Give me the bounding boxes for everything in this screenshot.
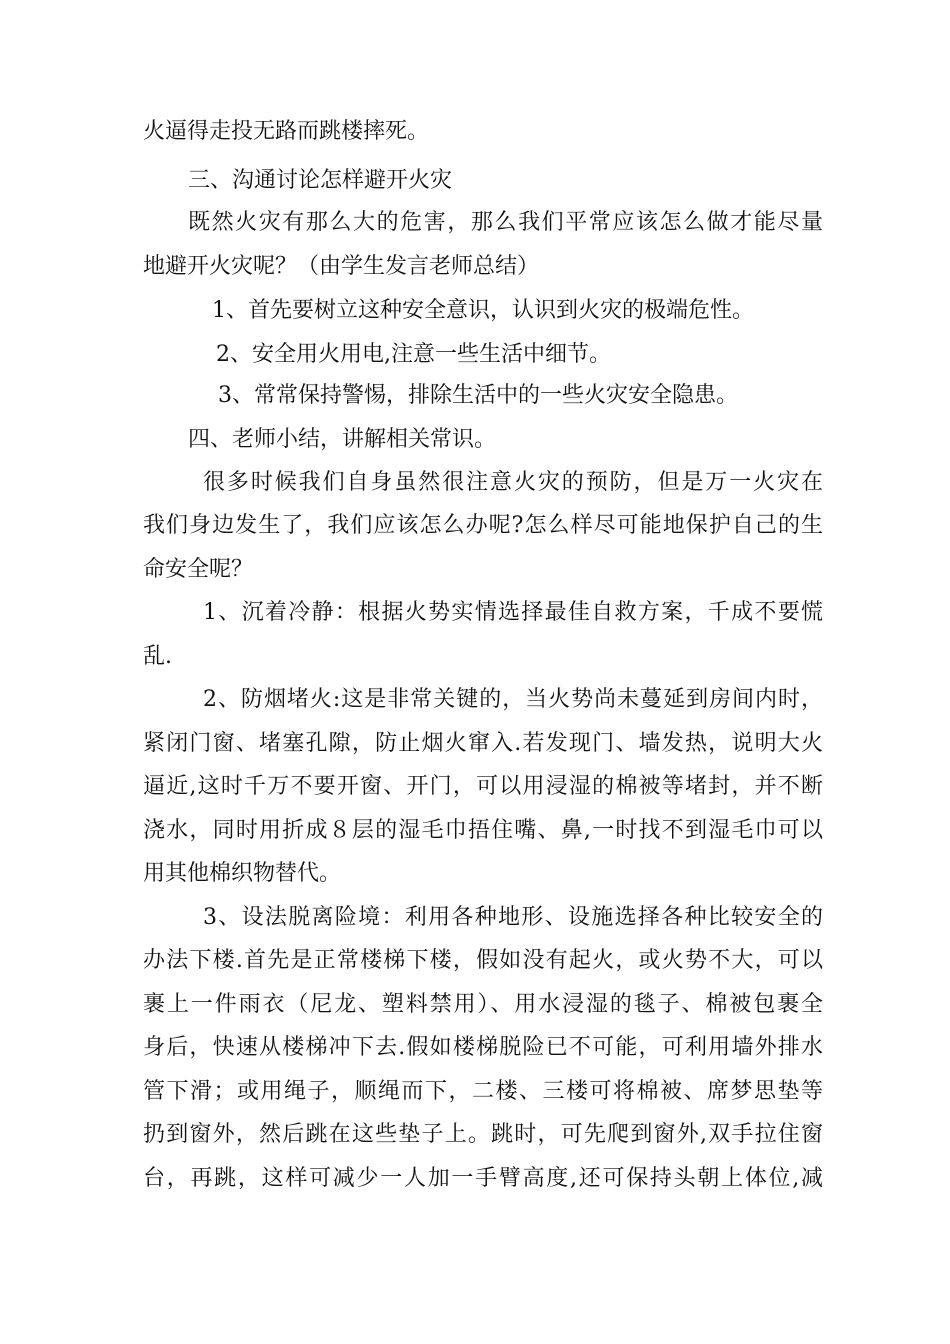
text-line: 台，再跳，这样可减少一人加一手臂高度,还可保持头朝上体位,减 — [143, 1166, 823, 1191]
text-line: 身后，快速从楼梯冲下去.假如楼梯脱险已不可能，可利用墙外排水 — [143, 1035, 823, 1060]
text-line: 管下滑；或用绳子，顺绳而下，二楼、三楼可将棉被、席梦思垫等 — [143, 1079, 823, 1104]
text-line: 逼近,这时千万不要开窗、开门，可以用浸湿的棉被等堵封，并不断 — [143, 774, 823, 799]
text-line: 办法下楼.首先是正常楼梯下楼，假如没有起火，或火势不大，可以 — [143, 948, 823, 973]
text-line: 既然火灾有那么大的危害，那么我们平常应该怎么做才能尽量 — [188, 210, 823, 235]
text-line: 很多时候我们自身虽然很注意火灾的预防，但是万一火灾在 — [203, 470, 823, 495]
text-line: 紧闭门窗、堵塞孔隙，防止烟火窜入.若发现门、墙发热，说明大火 — [143, 731, 823, 756]
text-line: 地避开火灾呢？（由学生发言老师总结） — [143, 254, 540, 279]
list-item: 1、沉着冷静：根据火势实情选择最佳自救方案，千成不要慌 — [203, 600, 823, 625]
text-line: 扔到窗外，然后跳在这些垫子上。跳时，可先爬到窗外,双手拉住窗 — [143, 1122, 823, 1147]
text-line: 浇水，同时用折成８层的湿毛巾捂住嘴、鼻,一时找不到湿毛巾可以 — [143, 818, 823, 843]
section-heading: 三、沟通讨论怎样避开火灾 — [188, 168, 453, 193]
section-heading: 四、老师小结，讲解相关常识。 — [188, 427, 497, 452]
list-item: 1、首先要树立这种安全意识，认识到火灾的极端危性。 — [212, 298, 754, 323]
text-line: 我们身边发生了，我们应该怎么办呢?怎么样尽可能地保护自己的生 — [143, 513, 823, 538]
text-line: 火逼得走投无路而跳楼摔死。 — [143, 119, 430, 144]
list-item: 2、防烟堵火:这是非常关键的，当火势尚未蔓延到房间内时， — [203, 687, 823, 712]
list-item: 3、常常保持警惕，排除生活中的一些火灾安全隐患。 — [218, 383, 738, 408]
text-line: 用其他棉织物替代。 — [143, 861, 342, 886]
text-line: 裹上一件雨衣（尼龙、塑料禁用）、用水浸湿的毯子、棉被包裹全 — [143, 992, 823, 1017]
text-line: 命安全呢？ — [143, 557, 254, 582]
list-item: 2、安全用火用电,注意一些生活中细节。 — [216, 342, 611, 367]
text-line: 乱. — [143, 644, 172, 669]
list-item: 3、设法脱离险境：利用各种地形、设施选择各种比较安全的 — [203, 905, 823, 930]
